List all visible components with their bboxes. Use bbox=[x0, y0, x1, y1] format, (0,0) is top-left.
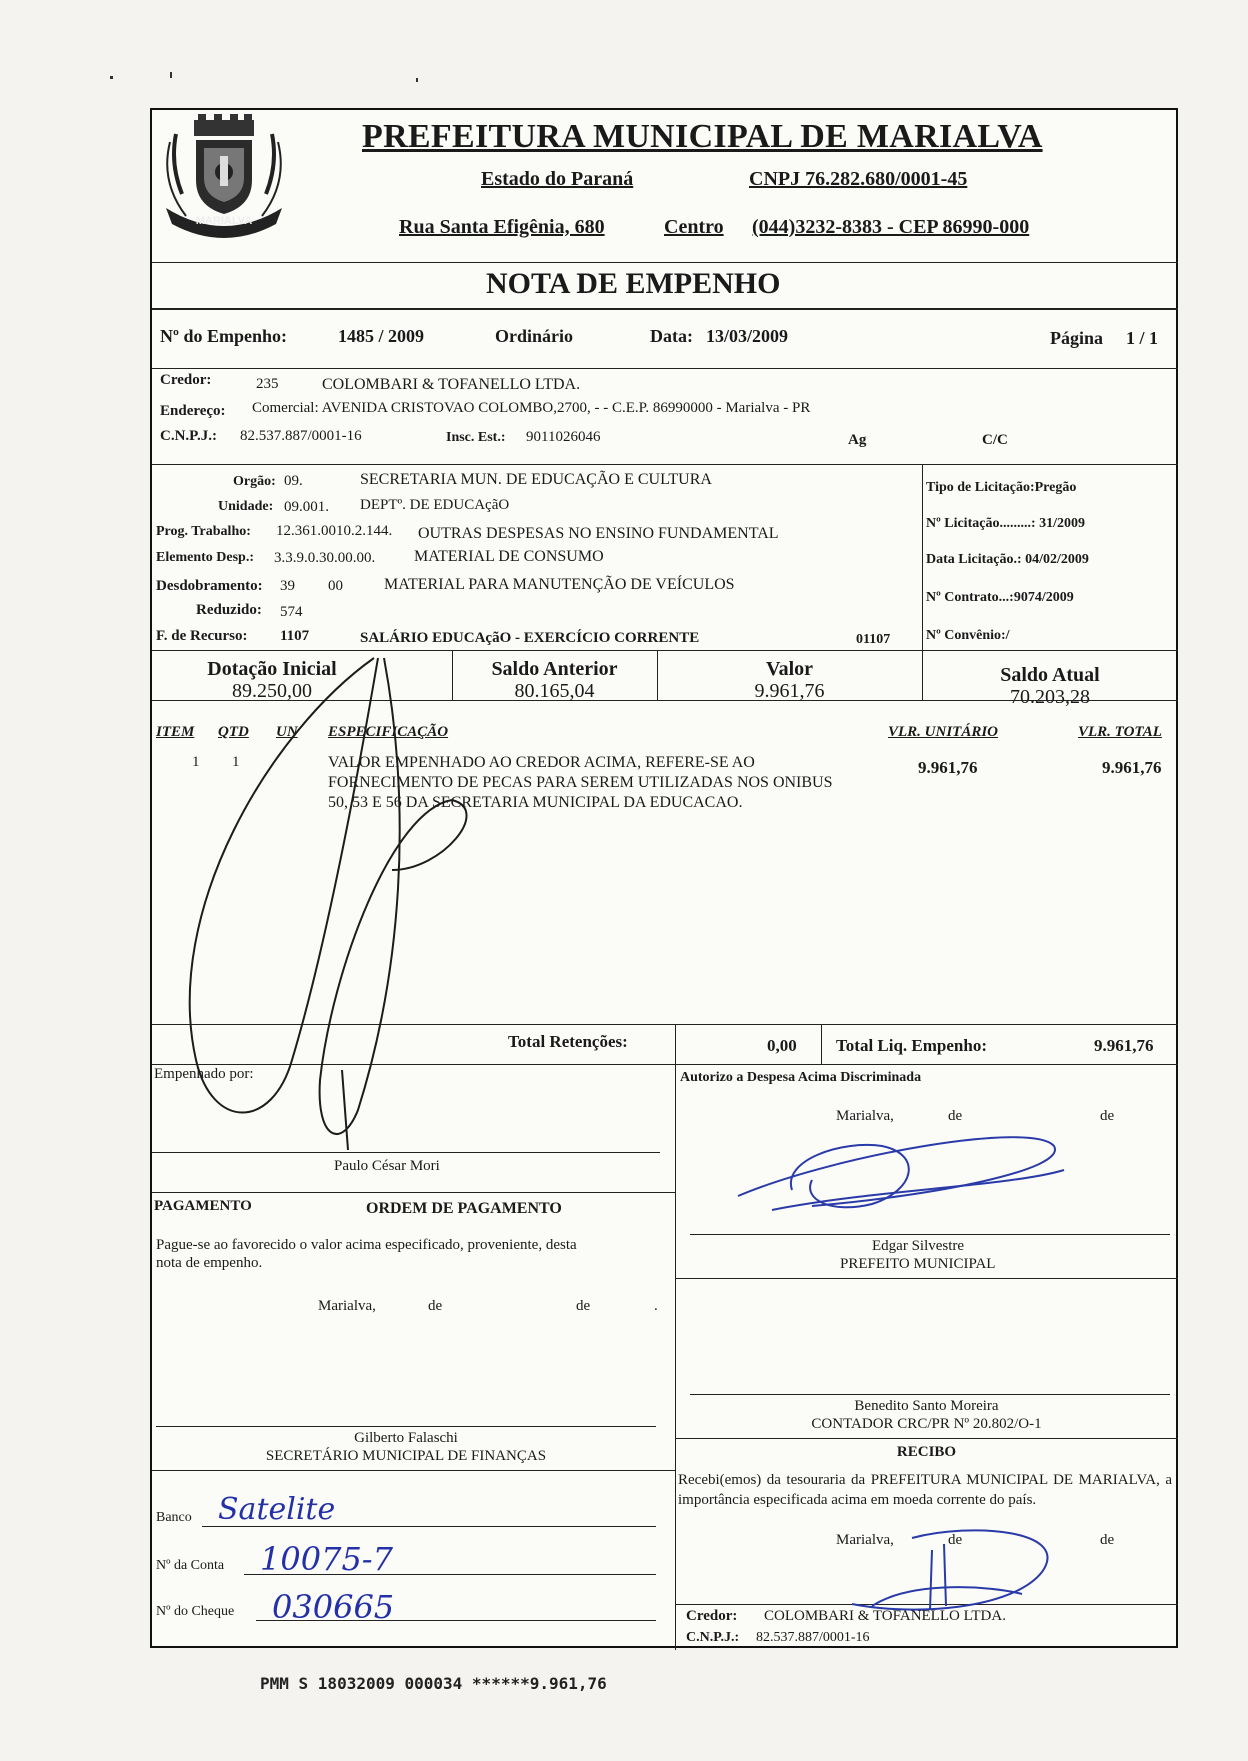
prog-trabalho-codigo: 12.361.0010.2.144. bbox=[276, 523, 393, 539]
empenhado-por-label: Empenhado por: bbox=[154, 1066, 254, 1082]
recibo-title: RECIBO bbox=[896, 1444, 957, 1460]
total-retencoes-label: Total Retenções: bbox=[508, 1032, 628, 1051]
cheque-label: Nº do Cheque bbox=[156, 1604, 235, 1619]
unidade-label: Unidade: bbox=[218, 499, 274, 514]
item-vlr-unitario: 9.961,76 bbox=[918, 758, 978, 777]
orgao-label: Orgão: bbox=[233, 474, 276, 489]
pagina-numero: 1 / 1 bbox=[1126, 328, 1159, 348]
endereco-bairro: Centro bbox=[664, 216, 724, 238]
endereco-label: Endereço: bbox=[160, 403, 226, 419]
numero-contrato: Nº Contrato...:9074/2009 bbox=[926, 590, 1074, 605]
prog-trabalho-label: Prog. Trabalho: bbox=[156, 524, 251, 539]
empenhado-por-nome: Paulo César Mori bbox=[334, 1158, 440, 1174]
saldo-anterior-valor: 80.165,04 bbox=[514, 680, 595, 702]
contador-cargo: CONTADOR CRC/PR Nº 20.802/O-1 bbox=[811, 1416, 1042, 1432]
cheque-valor: 030665 bbox=[272, 1588, 395, 1626]
empenho-numero: 1485 / 2009 bbox=[338, 326, 425, 346]
desdobramento-nome: MATERIAL PARA MANUTENÇÃO DE VEÍCULOS bbox=[384, 576, 735, 593]
empenho-tipo: Ordinário bbox=[495, 326, 574, 346]
reduzido: 574 bbox=[280, 604, 303, 620]
pagamento-dot: . bbox=[654, 1298, 658, 1314]
empenho-numero-label: Nº do Empenho: bbox=[160, 326, 287, 346]
prefeito-nome: Edgar Silvestre bbox=[872, 1238, 965, 1254]
conta-corrente-label: C/C bbox=[982, 432, 1008, 448]
banco-label: Banco bbox=[156, 1510, 192, 1525]
nota-de-empenho-form bbox=[150, 108, 1178, 1648]
col-vlr-total: VLR. TOTAL bbox=[1078, 724, 1162, 740]
col-un: UN bbox=[276, 724, 298, 740]
scan-speck bbox=[416, 78, 418, 82]
pagina-label: Página bbox=[1050, 328, 1104, 348]
recibo-local: Marialva, bbox=[836, 1532, 894, 1548]
conta-valor: 10075-7 bbox=[260, 1540, 393, 1578]
cnpj-prefeitura: CNPJ 76.282.680/0001-45 bbox=[749, 168, 968, 190]
prog-trabalho-nome: OUTRAS DESPESAS NO ENSINO FUNDAMENTAL bbox=[418, 525, 779, 542]
conta-label: Nº da Conta bbox=[156, 1558, 225, 1573]
autorizo-despesa: Autorizo a Despesa Acima Discriminada bbox=[680, 1070, 922, 1085]
valor-empenho: 9.961,76 bbox=[754, 680, 825, 702]
recibo-de-1: de bbox=[948, 1532, 963, 1548]
autorizo-local: Marialva, bbox=[836, 1108, 894, 1124]
recibo-credor-label: Credor: bbox=[686, 1608, 738, 1624]
pagamento-local: Marialva, bbox=[318, 1298, 376, 1314]
credor-codigo: 235 bbox=[256, 376, 279, 392]
document-title: NOTA DE EMPENHO bbox=[486, 267, 781, 300]
autorizo-de-2: de bbox=[1100, 1108, 1115, 1124]
credor-nome: COLOMBARI & TOFANELLO LTDA. bbox=[322, 376, 581, 393]
banco-valor: Satelite bbox=[218, 1492, 336, 1527]
autenticacao-mecanica: PMM S 18032009 000034 ******9.961,76 bbox=[260, 1674, 607, 1693]
numero-convenio: Nº Convênio:/ bbox=[926, 628, 1010, 643]
saldo-atual-label: Saldo Atual bbox=[1000, 664, 1100, 686]
dotacao-inicial-valor: 89.250,00 bbox=[232, 680, 312, 702]
credor-cnpj: 82.537.887/0001-16 bbox=[240, 428, 362, 444]
ordem-pagamento-title: ORDEM DE PAGAMENTO bbox=[366, 1200, 562, 1217]
scan-speck bbox=[170, 72, 172, 78]
unidade-codigo: 09.001. bbox=[284, 499, 329, 515]
pagamento-de-2: de bbox=[576, 1298, 591, 1314]
fonte-recurso-label: F. de Recurso: bbox=[156, 628, 248, 644]
saldo-atual-valor: 70.203,28 bbox=[1010, 686, 1090, 708]
item-qtd: 1 bbox=[232, 754, 240, 770]
numero-licitacao: Nº Licitação.........: 31/2009 bbox=[926, 516, 1085, 531]
pagamento-label: PAGAMENTO bbox=[154, 1198, 252, 1214]
elemento-label: Elemento Desp.: bbox=[156, 550, 254, 565]
scan-speck bbox=[110, 76, 113, 79]
fonte-recurso-ref: 01107 bbox=[856, 632, 891, 647]
recibo-de-2: de bbox=[1100, 1532, 1115, 1548]
desdobramento-b: 00 bbox=[328, 578, 343, 594]
recibo-texto: Recebi(emos) da tesouraria da PREFEITURA MUNICIPAL DE MARIALVA, a importância especificada acima em moeda corrente do país. bbox=[678, 1472, 1172, 1508]
insc-est-label: Insc. Est.: bbox=[446, 430, 506, 445]
secretario-cargo: SECRETÁRIO MUNICIPAL DE FINANÇAS bbox=[265, 1448, 547, 1464]
dotacao-inicial-label: Dotação Inicial bbox=[207, 658, 337, 680]
item-especificacao-3: 50, 53 E 56 DA SECRETARIA MUNICIPAL DA EDUCACAO. bbox=[328, 794, 743, 811]
contador-nome: Benedito Santo Moreira bbox=[854, 1398, 999, 1414]
recibo-cnpj: 82.537.887/0001-16 bbox=[756, 1630, 870, 1645]
col-vlr-unitario: VLR. UNITÁRIO bbox=[888, 724, 999, 740]
orgao-codigo: 09. bbox=[284, 473, 303, 489]
endereco-fone-cep: (044)3232-8383 - CEP 86990-000 bbox=[752, 216, 1030, 238]
unidade-nome: DEPTº. DE EDUCAçãO bbox=[360, 497, 510, 513]
crest-banner-text: MARIALVA bbox=[195, 215, 253, 227]
elemento-nome: MATERIAL DE CONSUMO bbox=[414, 548, 604, 565]
saldo-anterior-label: Saldo Anterior bbox=[491, 658, 618, 680]
recibo-credor: COLOMBARI & TOFANELLO LTDA. bbox=[764, 1608, 1006, 1624]
tipo-licitacao: Tipo de Licitação:Pregão bbox=[926, 480, 1077, 495]
fonte-recurso-codigo: 1107 bbox=[280, 628, 310, 644]
item-especificacao-1: VALOR EMPENHADO AO CREDOR ACIMA, REFERE-SE AO bbox=[328, 754, 755, 771]
elemento-codigo: 3.3.9.0.30.00.00. bbox=[274, 550, 376, 566]
secretario-nome: Gilberto Falaschi bbox=[354, 1430, 458, 1446]
reduzido-label: Reduzido: bbox=[196, 602, 262, 618]
valor-label: Valor bbox=[765, 658, 814, 680]
col-especificacao: ESPECIFICAÇÃO bbox=[328, 724, 449, 740]
desdobramento-label: Desdobramento: bbox=[156, 578, 263, 594]
empenho-data: 13/03/2009 bbox=[706, 326, 789, 346]
municipal-crest-icon bbox=[156, 112, 292, 242]
item-vlr-total: 9.961,76 bbox=[1102, 758, 1162, 777]
estado: Estado do Paraná bbox=[481, 168, 634, 190]
total-liquido-label: Total Liq. Empenho: bbox=[836, 1036, 987, 1055]
col-qtd: QTD bbox=[218, 724, 249, 740]
total-retencoes: 0,00 bbox=[767, 1036, 797, 1055]
total-liquido: 9.961,76 bbox=[1094, 1036, 1154, 1055]
data-licitacao: Data Licitação.: 04/02/2009 bbox=[926, 552, 1089, 567]
insc-est: 9011026046 bbox=[526, 429, 601, 445]
empenho-data-label: Data: bbox=[650, 326, 693, 346]
item-especificacao-2: FORNECIMENTO DE PECAS PARA SEREM UTILIZADAS NOS ONIBUS bbox=[328, 774, 833, 791]
pagamento-de-1: de bbox=[428, 1298, 443, 1314]
credor-label: Credor: bbox=[160, 372, 212, 388]
agencia-label: Ag bbox=[848, 432, 867, 448]
credor-cnpj-label: C.N.P.J.: bbox=[160, 428, 217, 444]
autorizo-de-1: de bbox=[948, 1108, 963, 1124]
credor-endereco: Comercial: AVENIDA CRISTOVAO COLOMBO,2700, - - C.E.P. 86990000 - Marialva - PR bbox=[252, 400, 811, 416]
ordem-pagamento-texto: Pague-se ao favorecido o valor acima especificado, proveniente, desta nota de empenho. bbox=[156, 1237, 577, 1271]
prefeitura-title: PREFEITURA MUNICIPAL DE MARIALVA bbox=[362, 118, 1043, 155]
col-item: ITEM bbox=[156, 724, 195, 740]
fonte-recurso-nome: SALÁRIO EDUCAçãO - EXERCÍCIO CORRENTE bbox=[360, 630, 700, 646]
endereco-rua: Rua Santa Efigênia, 680 bbox=[399, 216, 605, 238]
recibo-cnpj-label: C.N.P.J.: bbox=[686, 1630, 740, 1645]
orgao-nome: SECRETARIA MUN. DE EDUCAÇÃO E CULTURA bbox=[360, 471, 712, 488]
prefeito-cargo: PREFEITO MUNICIPAL bbox=[840, 1256, 996, 1272]
item-numero: 1 bbox=[192, 754, 200, 770]
desdobramento-a: 39 bbox=[280, 578, 295, 594]
